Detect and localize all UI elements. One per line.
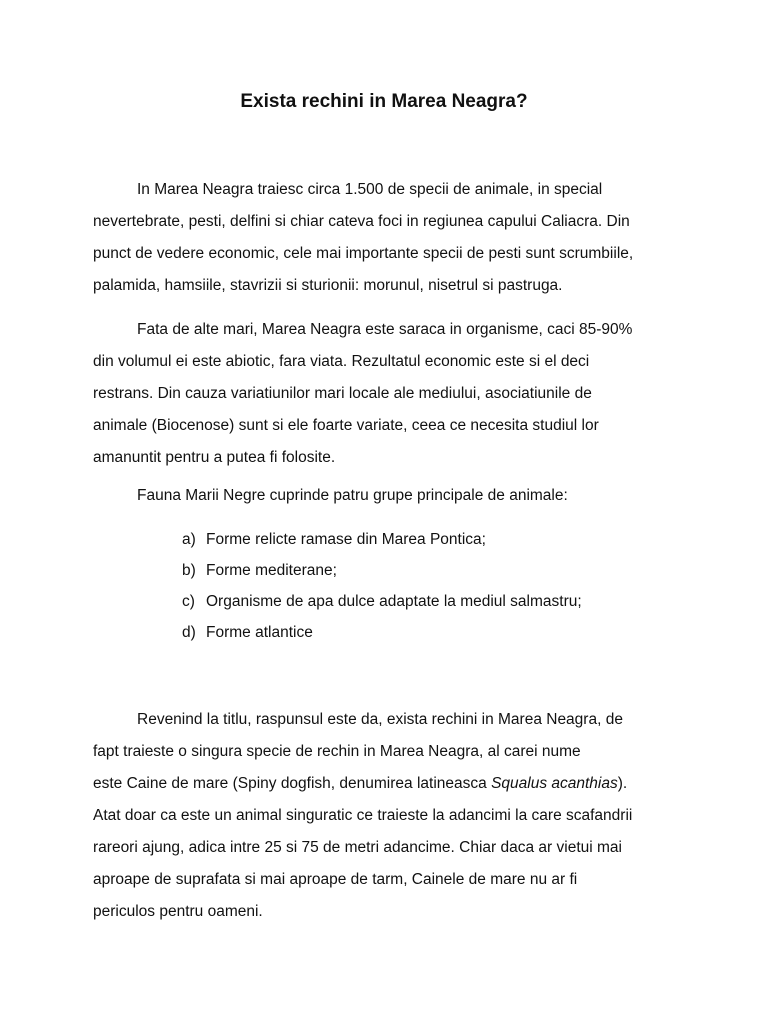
paragraph-line: periculos pentru oameni. bbox=[93, 903, 263, 920]
paragraph-line: Fata de alte mari, Marea Neagra este saraca in organisme, caci 85-90% bbox=[137, 321, 633, 338]
paragraph-line: Atat doar ca este un animal singuratic ce traieste la adancimi la care scafandrii bbox=[93, 807, 633, 824]
list-item-text: Forme atlantice bbox=[206, 624, 313, 641]
paragraph-line bbox=[93, 768, 683, 800]
paragraph-species bbox=[93, 174, 683, 302]
paragraph-line: nevertebrate, pesti, delfini si chiar cateva foci in regiunea capului Caliacra. Din bbox=[93, 213, 630, 230]
list-marker: d) bbox=[182, 624, 196, 641]
paragraph-line: amanuntit pentru a putea fi folosite. bbox=[93, 449, 336, 466]
list-item bbox=[182, 617, 582, 648]
paragraph-organisms bbox=[93, 314, 683, 474]
list-item-text: Forme mediterane; bbox=[206, 562, 337, 579]
paragraph-line: din volumul ei este abiotic, fara viata. Rezultatul economic este si el deci bbox=[93, 353, 590, 370]
paragraph-fauna-groups bbox=[93, 480, 683, 512]
list-marker: c) bbox=[182, 593, 195, 610]
paragraph-line: restrans. Din cauza variatiunilor mari locale ale mediului, asociatiunile de bbox=[93, 385, 592, 402]
paragraph-line: palamida, hamsiile, stavrizii si sturionii: morunul, nisetrul si pastruga. bbox=[93, 277, 563, 294]
list-item bbox=[182, 524, 582, 555]
paragraph-text: ). bbox=[617, 775, 628, 792]
fauna-group-list bbox=[182, 524, 582, 648]
page-title: Exista rechini in Marea Neagra? bbox=[240, 91, 528, 112]
list-marker: a) bbox=[182, 531, 196, 548]
paragraph-line: In Marea Neagra traiesc circa 1.500 de specii de animale, in special bbox=[137, 181, 603, 198]
list-marker: b) bbox=[182, 562, 196, 579]
list-item-text: Organisme de apa dulce adaptate la mediul salmastru; bbox=[206, 593, 582, 610]
paragraph-text: este Caine de mare (Spiny dogfish, denumirea latineasca bbox=[93, 775, 492, 792]
paragraph-line: Fauna Marii Negre cuprinde patru grupe principale de animale: bbox=[137, 487, 568, 504]
paragraph-line: fapt traieste o singura specie de rechin in Marea Neagra, al carei nume bbox=[93, 743, 581, 760]
latin-name: Squalus acanthias bbox=[491, 775, 618, 792]
paragraph-line: Revenind la titlu, raspunsul este da, exista rechini in Marea Neagra, de bbox=[137, 711, 623, 728]
list-item bbox=[182, 586, 582, 617]
paragraph-line: rareori ajung, adica intre 25 si 75 de metri adancime. Chiar daca ar vietui mai bbox=[93, 839, 622, 856]
paragraph-shark-answer bbox=[93, 704, 683, 928]
paragraph-line: punct de vedere economic, cele mai importante specii de pesti sunt scrumbiile, bbox=[93, 245, 634, 262]
paragraph-line: animale (Biocenose) sunt si ele foarte variate, ceea ce necesita studiul lor bbox=[93, 417, 599, 434]
list-item bbox=[182, 555, 582, 586]
list-item-text: Forme relicte ramase din Marea Pontica; bbox=[206, 531, 486, 548]
paragraph-line: aproape de suprafata si mai aproape de tarm, Cainele de mare nu ar fi bbox=[93, 871, 578, 888]
